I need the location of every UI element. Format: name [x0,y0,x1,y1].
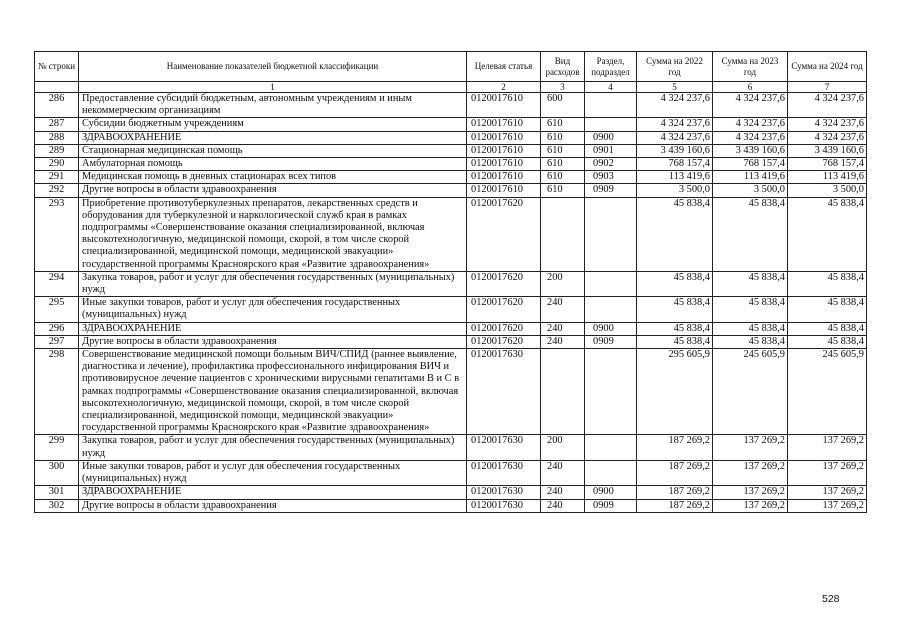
row-target: 0120017630 [467,499,541,512]
table-row [35,435,867,460]
row-number: 295 [35,297,79,322]
row-name: Закупка товаров, работ и услуг для обеспечения государственных (муниципальных) нужд [79,435,467,460]
row-sum-2023: 45 838,4 [713,271,788,296]
row-vid: 200 [541,271,585,296]
row-sum-2024: 137 269,2 [788,499,867,512]
row-target: 0120017620 [467,197,541,271]
header-row-no: № строки [35,52,79,82]
row-sum-2024: 45 838,4 [788,197,867,271]
row-target: 0120017630 [467,486,541,499]
row-sum-2023: 768 157,4 [713,158,788,171]
row-sum-2024: 245 605,9 [788,349,867,435]
row-name: ЗДРАВООХРАНЕНИЕ [79,486,467,499]
row-target: 0120017610 [467,158,541,171]
row-number: 289 [35,144,79,157]
row-name: Совершенствование медицинской помощи больным ВИЧ/СПИД (раннее выявление, диагностика и лечение), профилактика профессионального инфицирования ВИЧ и противовирусное лечение пациентов с хроническими вирусными гепатитами В и С в рамках подпрограммы «Совершенствование оказания специализированной, включая высокотехнологичную, медицинской помощи, скорой, в том числе скорой специализированной, медицинской помощи, медицинской эвакуации» государственной программы Красноярского края «Развитие здравоохранения» [79,349,467,435]
table-row [35,171,867,184]
row-name: Закупка товаров, работ и услуг для обеспечения государственных (муниципальных) нужд [79,271,467,296]
row-section: 0909 [585,499,637,512]
table-row [35,349,867,435]
row-sum-2024: 4 324 237,6 [788,93,867,118]
row-section [585,197,637,271]
row-sum-2023: 45 838,4 [713,322,788,335]
row-section: 0903 [585,171,637,184]
row-number: 287 [35,118,79,131]
row-sum-2022: 45 838,4 [637,322,713,335]
table-row [35,297,867,322]
row-section [585,93,637,118]
row-sum-2024: 137 269,2 [788,435,867,460]
row-vid: 240 [541,322,585,335]
row-name: Субсидии бюджетным учреждениям [79,118,467,131]
budget-table [34,51,867,513]
column-number: 6 [713,82,788,93]
row-sum-2024: 45 838,4 [788,271,867,296]
row-section [585,118,637,131]
header-vid: Вид расходов [541,52,585,82]
row-sum-2022: 45 838,4 [637,197,713,271]
row-section: 0909 [585,335,637,348]
row-sum-2022: 187 269,2 [637,499,713,512]
row-vid [541,197,585,271]
column-number: 4 [585,82,637,93]
row-vid: 610 [541,118,585,131]
row-sum-2022: 45 838,4 [637,335,713,348]
row-sum-2022: 45 838,4 [637,297,713,322]
row-sum-2022: 187 269,2 [637,460,713,485]
row-sum-2022: 768 157,4 [637,158,713,171]
row-sum-2023: 4 324 237,6 [713,118,788,131]
row-target: 0120017610 [467,118,541,131]
row-sum-2023: 4 324 237,6 [713,93,788,118]
row-sum-2024: 137 269,2 [788,486,867,499]
row-sum-2024: 3 500,0 [788,184,867,197]
row-name: Иные закупки товаров, работ и услуг для обеспечения государственных (муниципальных) нужд [79,297,467,322]
table-row [35,486,867,499]
row-target: 0120017620 [467,322,541,335]
row-sum-2023: 45 838,4 [713,297,788,322]
row-vid: 240 [541,486,585,499]
row-number: 297 [35,335,79,348]
row-sum-2023: 137 269,2 [713,499,788,512]
row-sum-2024: 113 419,6 [788,171,867,184]
row-number: 290 [35,158,79,171]
row-target: 0120017620 [467,335,541,348]
row-vid: 200 [541,435,585,460]
table-row [35,271,867,296]
row-vid: 240 [541,460,585,485]
row-section: 0901 [585,144,637,157]
row-name: Приобретение противотуберкулезных препаратов, лекарственных средств и оборудования для туберкулезной и наркологической служб края в рамках подпрограммы «Совершенствование оказания специализированной, включая высокотехнологичную, медицинской помощи, скорой, в том числе скорой специализированной, медицинской помощи, медицинской эвакуации» государственной программы Красноярского края «Развитие здравоохранения» [79,197,467,271]
row-target: 0120017620 [467,297,541,322]
row-vid: 600 [541,93,585,118]
header-name: Наименование показателей бюджетной классификации [79,52,467,82]
row-sum-2023: 45 838,4 [713,197,788,271]
row-vid: 240 [541,297,585,322]
row-section [585,271,637,296]
table-row [35,335,867,348]
row-name: Медицинская помощь в дневных стационарах всех типов [79,171,467,184]
row-sum-2024: 4 324 237,6 [788,118,867,131]
table-row [35,158,867,171]
row-target: 0120017610 [467,144,541,157]
row-sum-2022: 187 269,2 [637,486,713,499]
row-vid: 610 [541,144,585,157]
row-number: 286 [35,93,79,118]
row-number: 300 [35,460,79,485]
row-number: 292 [35,184,79,197]
row-sum-2024: 4 324 237,6 [788,131,867,144]
column-number: 5 [637,82,713,93]
row-sum-2022: 187 269,2 [637,435,713,460]
row-target: 0120017620 [467,271,541,296]
row-name: Другие вопросы в области здравоохранения [79,184,467,197]
row-number: 288 [35,131,79,144]
row-name: Другие вопросы в области здравоохранения [79,335,467,348]
row-sum-2024: 3 439 160,6 [788,144,867,157]
table-body [35,93,867,513]
row-sum-2024: 768 157,4 [788,158,867,171]
row-target: 0120017630 [467,435,541,460]
row-section: 0902 [585,158,637,171]
table-row [35,322,867,335]
row-vid: 240 [541,335,585,348]
column-number: 7 [788,82,867,93]
row-sum-2022: 4 324 237,6 [637,93,713,118]
row-sum-2023: 137 269,2 [713,460,788,485]
row-sum-2023: 45 838,4 [713,335,788,348]
column-number: 1 [79,82,467,93]
row-number: 293 [35,197,79,271]
table-row [35,197,867,271]
row-section [585,297,637,322]
row-target: 0120017610 [467,131,541,144]
header-sum-2024: Сумма на 2024 год [788,52,867,82]
row-vid [541,349,585,435]
row-number: 302 [35,499,79,512]
table-row [35,93,867,118]
row-number: 296 [35,322,79,335]
row-number: 294 [35,271,79,296]
row-sum-2023: 245 605,9 [713,349,788,435]
row-sum-2022: 3 500,0 [637,184,713,197]
row-sum-2023: 113 419,6 [713,171,788,184]
column-number-row [35,82,867,93]
row-sum-2022: 295 605,9 [637,349,713,435]
table-row [35,144,867,157]
row-number: 299 [35,435,79,460]
row-name: ЗДРАВООХРАНЕНИЕ [79,322,467,335]
row-number: 298 [35,349,79,435]
row-vid: 240 [541,499,585,512]
row-name: Другие вопросы в области здравоохранения [79,499,467,512]
row-vid: 610 [541,131,585,144]
row-name: Стационарная медицинская помощь [79,144,467,157]
row-vid: 610 [541,171,585,184]
row-section [585,460,637,485]
row-sum-2022: 45 838,4 [637,271,713,296]
row-sum-2024: 45 838,4 [788,322,867,335]
row-number: 291 [35,171,79,184]
row-section [585,349,637,435]
row-sum-2023: 137 269,2 [713,435,788,460]
row-name: Предоставление субсидий бюджетным, автономным учреждениям и иным некоммерческим организациям [79,93,467,118]
header-sum-2023: Сумма на 2023 год [713,52,788,82]
row-section: 0909 [585,184,637,197]
row-target: 0120017630 [467,460,541,485]
column-number: 2 [467,82,541,93]
row-target: 0120017610 [467,93,541,118]
column-number [35,82,79,93]
row-section [585,435,637,460]
row-sum-2023: 4 324 237,6 [713,131,788,144]
row-sum-2023: 137 269,2 [713,486,788,499]
row-sum-2023: 3 439 160,6 [713,144,788,157]
row-sum-2024: 137 269,2 [788,460,867,485]
row-target: 0120017630 [467,349,541,435]
column-number: 3 [541,82,585,93]
row-section: 0900 [585,486,637,499]
row-target: 0120017610 [467,184,541,197]
row-section: 0900 [585,322,637,335]
table-row [35,184,867,197]
row-number: 301 [35,486,79,499]
row-sum-2022: 4 324 237,6 [637,131,713,144]
row-sum-2024: 45 838,4 [788,297,867,322]
table-row [35,499,867,512]
row-name: ЗДРАВООХРАНЕНИЕ [79,131,467,144]
table-row [35,118,867,131]
row-sum-2022: 3 439 160,6 [637,144,713,157]
header-section: Раздел, подраздел [585,52,637,82]
row-vid: 610 [541,184,585,197]
row-vid: 610 [541,158,585,171]
header-target: Целевая статья [467,52,541,82]
budget-table-container [34,51,866,513]
row-name: Иные закупки товаров, работ и услуг для обеспечения государственных (муниципальных) нужд [79,460,467,485]
page-number: 528 [822,593,840,605]
header-sum-2022: Сумма на 2022 год [637,52,713,82]
row-sum-2022: 113 419,6 [637,171,713,184]
row-section: 0900 [585,131,637,144]
table-header [35,52,867,93]
row-name: Амбулаторная помощь [79,158,467,171]
row-target: 0120017610 [467,171,541,184]
row-sum-2023: 3 500,0 [713,184,788,197]
row-sum-2024: 45 838,4 [788,335,867,348]
table-row [35,131,867,144]
row-sum-2022: 4 324 237,6 [637,118,713,131]
table-row [35,460,867,485]
